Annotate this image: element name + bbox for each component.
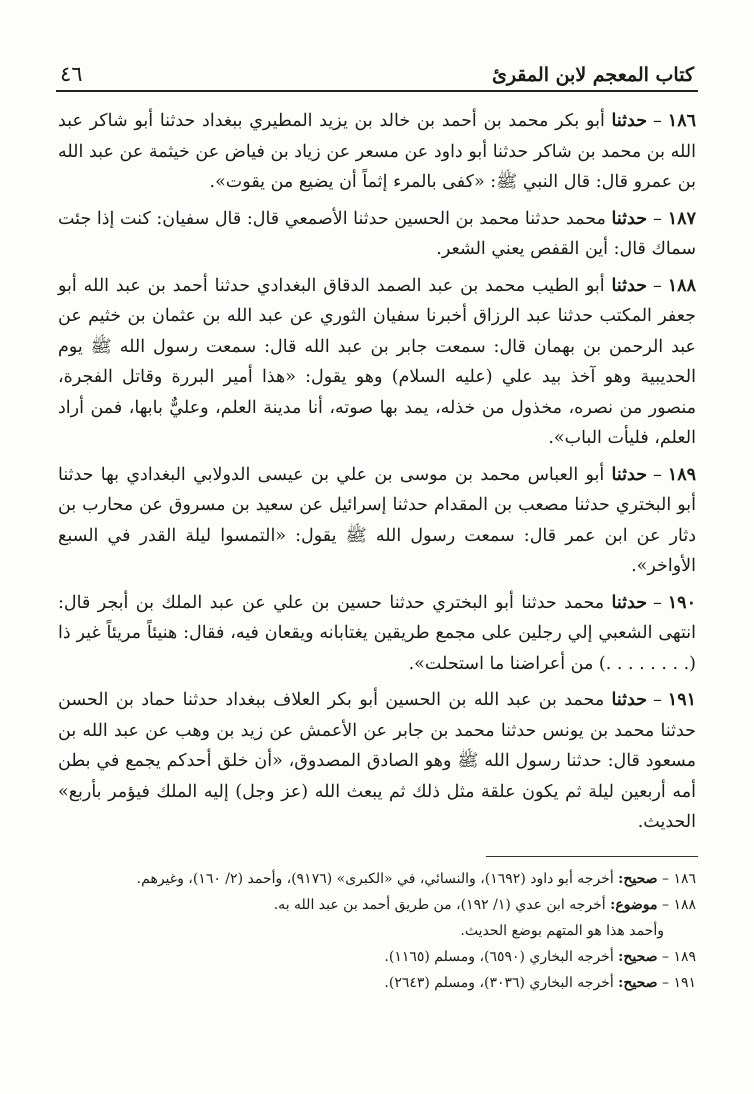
- footnote-number: ١٩١: [673, 974, 696, 991]
- hadith-opener: حدثنا: [611, 208, 648, 229]
- footnote-list: [56, 867, 698, 995]
- page-header: [56, 52, 698, 86]
- dash: –: [653, 690, 662, 710]
- hadith-number: ١٩١: [667, 690, 696, 710]
- footnote-rule: [486, 856, 698, 857]
- footnote-number: ١٨٩: [673, 948, 696, 965]
- hadith-item: [56, 588, 698, 680]
- hadith-number: ١٩٠: [667, 592, 696, 613]
- hadith-text: أبو الطيب محمد بن عبد الصمد الدقاق البغدادي حدثنا أحمد بن عبد الله أبو جعفر المكتب حدثنا عبد الرزاق أخبرنا سفيان الثوري عن عبد الله بن عثمان بن خثيم عن عبد الرحمن بن بهمان قال: سمعت جابر بن عبد الله قال: سمعت رسول الله ﷺ يوم الحديبية وهو آخذ بيد علي (عليه السلام) وهو يقول: «هذا أمير البررة وقاتل الفجرة، منصور من نصره، مخذول من خذله، يمد بها صوته، أنا مدينة العلم، وعليٌّ بابها، فمن أراد العلم، فليأت الباب».: [58, 275, 696, 448]
- hadith-number: ١٨٨: [667, 275, 696, 296]
- hadith-opener: حدثنا: [611, 111, 648, 131]
- dash: –: [653, 275, 662, 296]
- footnote-grade: موضوع:: [610, 896, 658, 913]
- hadith-text: محمد بن عبد الله بن الحسين أبو بكر العلاف ببغداد حدثنا حماد بن الحسن حدثنا محمد بن يونس حدثنا محمد بن جابر عن الأعمش عن زيد بن وهب عن عبد الله بن مسعود قال: حدثنا رسول الله ﷺ وهو الصادق المصدوق، «أن خلق أحدكم يجمع في بطن أمه أربعين ليلة ثم يكون علقة مثل ذلك ثم يبعث الله (عز وجل) إليه الملك فيؤمر بأربع» الحديث.: [58, 690, 696, 832]
- hadith-item: [56, 685, 698, 838]
- footnote-item: ١٩١ – صحيح: أخرجه البخاري (٣٠٣٦)، ومسلم (٢٦٤٣).: [384, 974, 696, 991]
- dash: –: [653, 111, 662, 131]
- hadith-text: محمد حدثنا أبو البختري حدثنا حسين بن علي عن عبد الملك بن أبجر قال: انتهى الشعبي إلي رجلين على مجمع طريقين يغتابانه ويقعان فيه، فقال: هنيئاً مريئاً غير ذا (. . . . . . . .) من أعراضنا ما استحلت».: [58, 592, 696, 674]
- hadith-item: [56, 204, 698, 265]
- footnote-number: ١٨٨: [673, 896, 696, 913]
- footnote-note: وأحمد هذا هو المتهم بوضع الحديث.: [460, 922, 664, 939]
- dash: –: [653, 464, 662, 485]
- hadith-number: ١٨٩: [667, 464, 696, 485]
- footnote-grade: صحيح:: [618, 974, 658, 991]
- footnote-grade: صحيح:: [618, 870, 658, 887]
- dash: –: [653, 592, 662, 613]
- hadith-number: ١٨٧: [667, 208, 696, 229]
- footnote-item: ١٨٨ – موضوع: أخرجه ابن عدي (١/ ١٩٢)، من طريق أحمد بن عبد الله به.: [273, 896, 696, 913]
- footnote-item: ١٨٩ – صحيح: أخرجه البخاري (٦٥٩٠)، ومسلم (١١٦٥).: [384, 948, 696, 965]
- footnote-grade: صحيح:: [618, 948, 658, 965]
- footnote-text: أخرجه أبو داود (١٦٩٢)، والنسائي، في «الكبرى» (٩١٧٦)، وأحمد (٢/ ١٦٠)، وغيرهم.: [136, 870, 614, 887]
- hadith-opener: حدثنا: [611, 592, 648, 613]
- book-page: [56, 52, 698, 1052]
- footnote-text: أخرجه ابن عدي (١/ ١٩٢)، من طريق أحمد بن عبد الله به.: [273, 896, 606, 913]
- hadith-text: أبو العباس محمد بن موسى بن علي بن عيسى الدولابي البغدادي بها حدثنا أبو البختري حدثنا مصعب بن المقدام حدثنا إسرائيل عن سعيد بن مسروق عن محارب بن دثار عن ابن عمر قال: سمعت رسول الله ﷺ يقول: «التمسوا ليلة القدر في السبع الأواخر».: [58, 464, 696, 576]
- footnote-text: أخرجه البخاري (٦٥٩٠)، ومسلم (١١٦٥).: [384, 948, 614, 965]
- hadith-text: محمد حدثنا محمد بن الحسين حدثنا الأصمعي قال: قال سفيان: كنت إذا جئت سماك قال: أين القفص يعني الشعر.: [58, 208, 696, 259]
- hadith-number: ١٨٦: [667, 111, 696, 131]
- running-title: كتاب المعجم لابن المقرئ: [491, 64, 694, 86]
- hadith-list: [56, 106, 698, 838]
- hadith-opener: حدثنا: [611, 275, 648, 296]
- footnote-number: ١٨٦: [673, 870, 696, 887]
- hadith-item: [56, 460, 698, 582]
- hadith-opener: حدثنا: [611, 464, 648, 485]
- footnote-item: ١٨٦ – صحيح: أخرجه أبو داود (١٦٩٢)، والنسائي، في «الكبرى» (٩١٧٦)، وأحمد (٢/ ١٦٠)، وغيرهم.: [136, 870, 696, 887]
- hadith-opener: حدثنا: [611, 690, 648, 710]
- hadith-item: [56, 106, 698, 198]
- hadith-item: [56, 271, 698, 454]
- hadith-text: أبو بكر محمد بن أحمد بن خالد بن يزيد المطيري ببغداد حدثنا أبو شاكر عبد الله بن محمد بن شاكر حدثنا أبو داود عن مسعر عن زياد بن فياض عن خيثمة عن عبد الله بن عمرو قال: قال النبي ﷺ: «كفى بالمرء إثماً أن يضيع من يقوت».: [58, 111, 696, 192]
- footnote-text: أخرجه البخاري (٣٠٣٦)، ومسلم (٢٦٤٣).: [384, 974, 614, 991]
- page-number: ٤٦: [60, 62, 83, 86]
- header-rule: [56, 90, 698, 92]
- dash: –: [653, 208, 662, 229]
